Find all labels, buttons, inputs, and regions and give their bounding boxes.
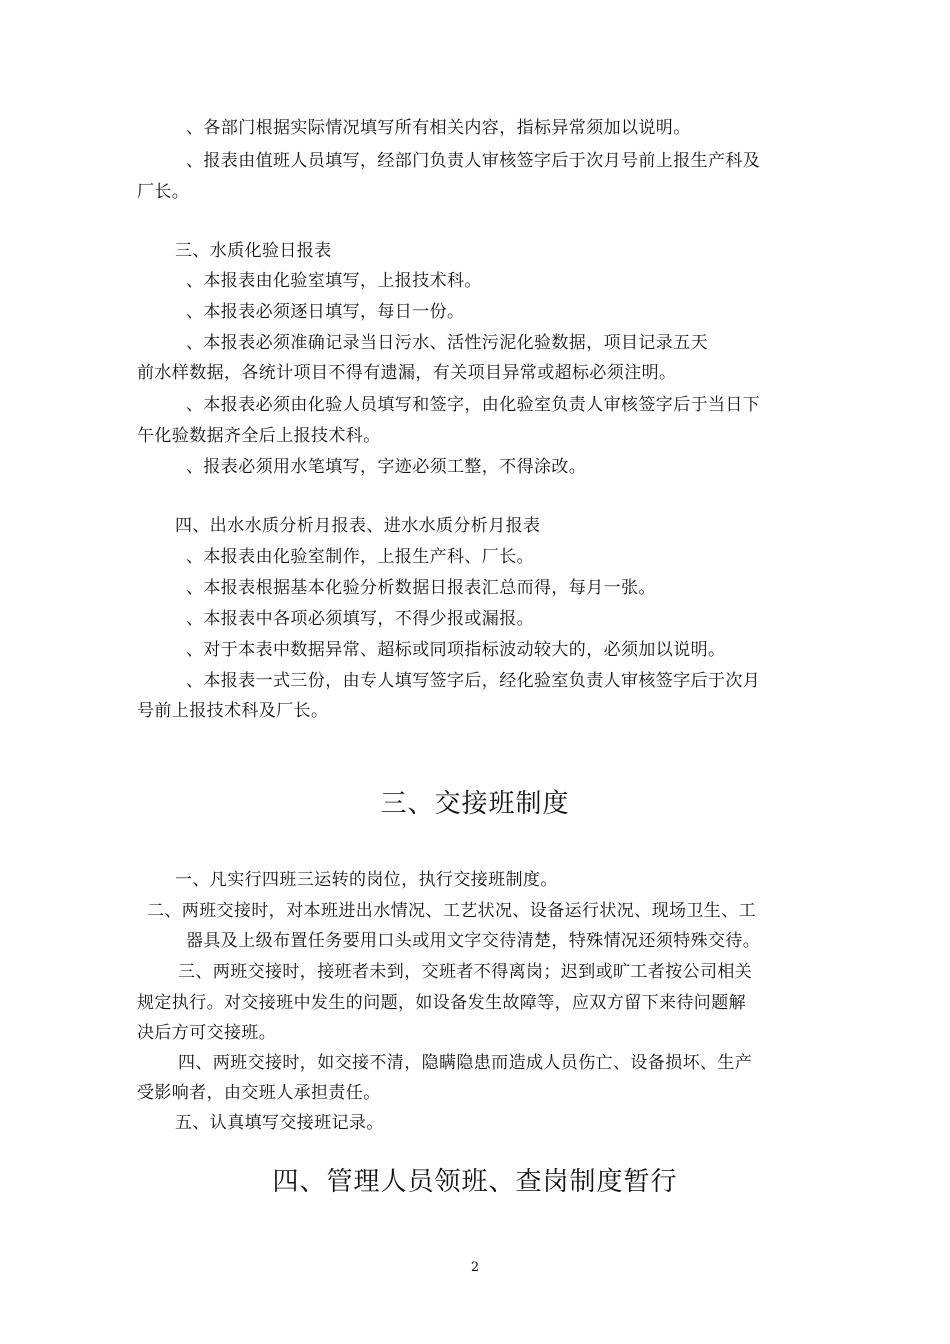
paragraph-line: 号前上报技术科及厂长。 (137, 701, 329, 721)
paragraph-line: 决后方可交接班。 (137, 1023, 277, 1043)
paragraph-line: 一、凡实行四班三运转的岗位，执行交接班制度。 (175, 870, 558, 890)
paragraph-line: 器具及上级布置任务要用口头或用文字交待清楚，特殊情况还须特殊交待。 (186, 931, 761, 951)
paragraph-line: 、本报表中各项必须填写，不得少报或漏报。 (186, 609, 534, 629)
paragraph-line: 、本报表一式三份，由专人填写签字后，经化验室负责人审核签字后于次月 (186, 671, 761, 691)
paragraph-line: 、各部门根据实际情况填写所有相关内容，指标异常须加以说明。 (186, 118, 691, 138)
paragraph-line: 、本报表由化验室填写，上报技术科。 (186, 271, 482, 291)
paragraph-line: 厂长。 (137, 182, 190, 202)
section-title-daily-report: 三、水质化验日报表 (175, 241, 332, 261)
paragraph-line: 、报表由值班人员填写，经部门负责人审核签字后于次月号前上报生产科及 (186, 151, 761, 171)
paragraph-line: 五、认真填写交接班记录。 (175, 1113, 384, 1133)
paragraph-line: 、本报表必须逐日填写，每日一份。 (186, 302, 465, 322)
paragraph-line: 二、两班交接时，对本班进出水情况、工艺状况、设备运行状况、现场卫生、工 (147, 901, 756, 921)
paragraph-line: 、本报表根据基本化验分析数据日报表汇总而得，每月一张。 (186, 578, 656, 598)
page-number: 2 (470, 1260, 480, 1275)
paragraph-line: 、报表必须用水笔填写，字迹必须工整，不得涂改。 (186, 457, 587, 477)
paragraph-line: 、本报表必须准确记录当日污水、活性污泥化验数据，项目记录五天 (186, 333, 708, 353)
paragraph-line: 三、两班交接时，接班者未到，交班者不得离岗；迟到或旷工者按公司相关 (178, 962, 753, 982)
paragraph-line: 午化验数据齐全后上报技术科。 (137, 426, 381, 446)
paragraph-line: 、对于本表中数据异常、超标或同项指标波动较大的，必须加以说明。 (186, 640, 726, 660)
paragraph-line: 规定执行。对交接班中发生的问题，如设备发生故障等，应双方留下来待问题解 (137, 993, 746, 1013)
paragraph-line: 、本报表必须由化验人员填写和签字，由化验室负责人审核签字后于当日下 (186, 395, 761, 415)
heading-handover-system: 三、交接班制度 (380, 789, 570, 819)
heading-management-inspection: 四、管理人员领班、查岗制度暂行 (272, 1167, 678, 1197)
paragraph-line: 受影响者，由交班人承担责任。 (137, 1083, 381, 1103)
paragraph-line: 前水样数据，各统计项目不得有遗漏，有关项目异常或超标必须注明。 (137, 363, 677, 383)
paragraph-line: 、本报表由化验室制作，上报生产科、厂长。 (186, 547, 534, 567)
section-title-monthly-report: 四、出水水质分析月报表、进水水质分析月报表 (175, 516, 541, 536)
paragraph-line: 四、两班交接时，如交接不清，隐瞒隐患而造成人员伤亡、设备损坏、生产 (178, 1053, 753, 1073)
